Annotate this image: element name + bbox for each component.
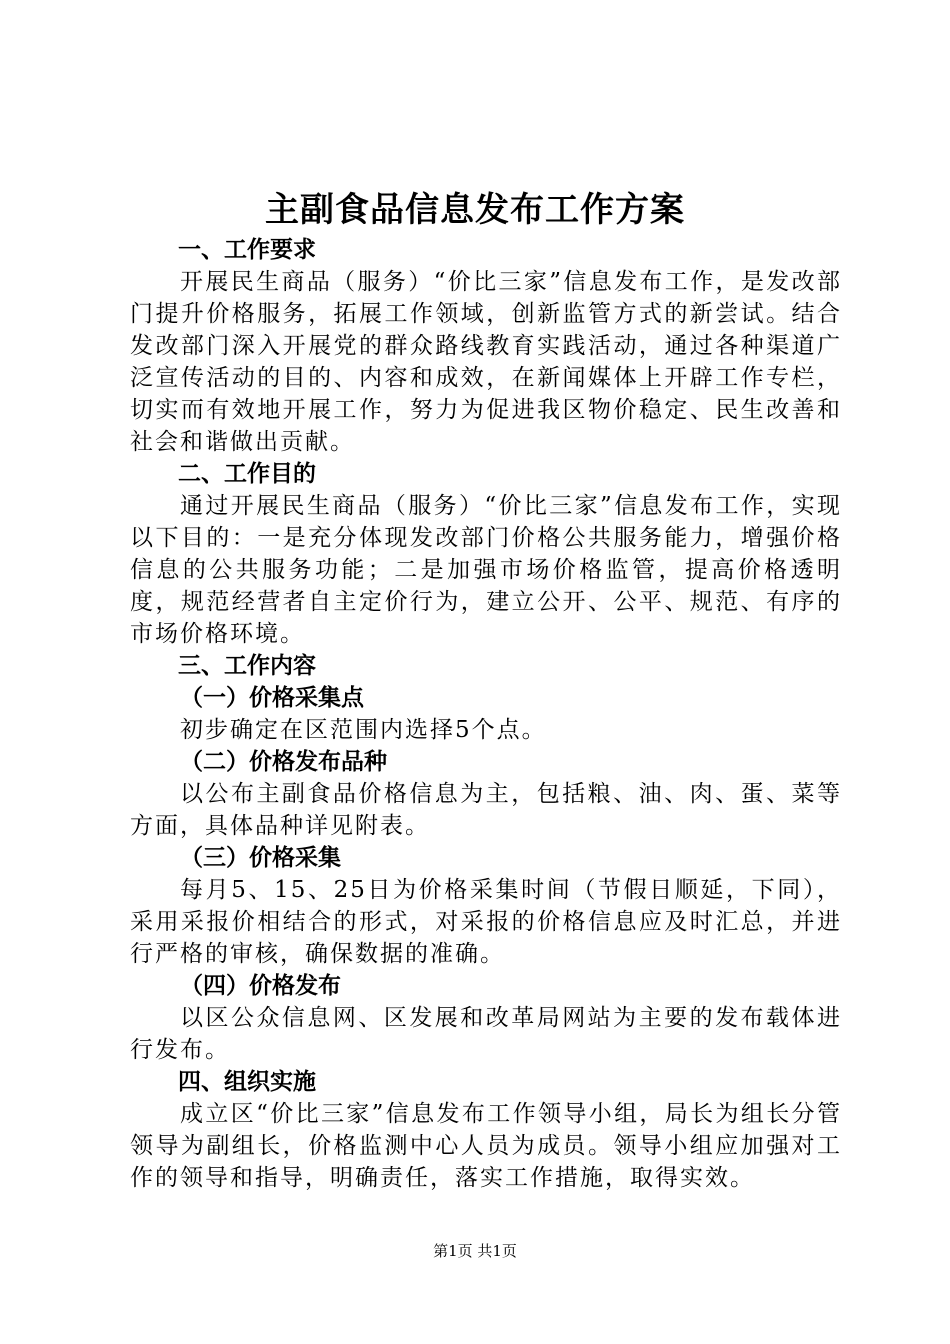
subheading-price-collection: （三）价格采集	[180, 845, 341, 871]
section-heading-implementation: 四、组织实施	[178, 1069, 316, 1095]
section-heading-goals: 二、工作目的	[178, 461, 316, 487]
paragraph-published-items: 以公布主副食品价格信息为主，包括粮、油、肉、蛋、菜等方面，具体品种详见附表。	[130, 781, 842, 839]
paragraph-requirements: 开展民生商品（服务）“价比三家”信息发布工作，是发改部门提升价格服务，拓展工作领域，创新监管方式的新尝试。结合发改部门深入开展党的群众路线教育实践活动，通过各种渠道广泛宣传活动的目的、内容和成效，在新闻媒体上开辟工作专栏，切实而有效地开展工作，努力为促进我区物价稳定、民生改善和社会和谐做出贡献。	[130, 269, 842, 455]
paragraph-price-collection: 每月5、15、25日为价格采集时间（节假日顺延，下同），采用采报价相结合的形式，对采报的价格信息应及时汇总，并进行严格的审核，确保数据的准确。	[130, 877, 842, 967]
paragraph-collection-points: 初步确定在区范围内选择5个点。	[180, 717, 547, 743]
document-body	[130, 234, 842, 1194]
document-title: 主副食品信息发布工作方案	[265, 190, 685, 230]
paragraph-price-publishing: 以区公众信息网、区发展和改革局网站为主要的发布载体进行发布。	[130, 1005, 842, 1063]
paragraph-implementation: 成立区“价比三家”信息发布工作领导小组，局长为组长分管领导为副组长，价格监测中心人员为成员。领导小组应加强对工作的领导和指导，明确责任，落实工作措施，取得实效。	[130, 1101, 842, 1191]
paragraph-goals: 通过开展民生商品（服务）“价比三家”信息发布工作，实现以下目的：一是充分体现发改部门价格公共服务能力，增强价格信息的公共服务功能；二是加强市场价格监管，提高价格透明度，规范经营者自主定价行为，建立公开、公平、规范、有序的市场价格环境。	[130, 493, 842, 647]
subheading-collection-points: （一）价格采集点	[180, 685, 364, 711]
page-footer: 第1页 共1页	[433, 1242, 517, 1260]
subheading-published-items: （二）价格发布品种	[180, 749, 387, 775]
section-heading-content: 三、工作内容	[178, 653, 316, 679]
subheading-price-publishing: （四）价格发布	[180, 973, 341, 999]
section-heading-requirements: 一、工作要求	[178, 237, 316, 263]
